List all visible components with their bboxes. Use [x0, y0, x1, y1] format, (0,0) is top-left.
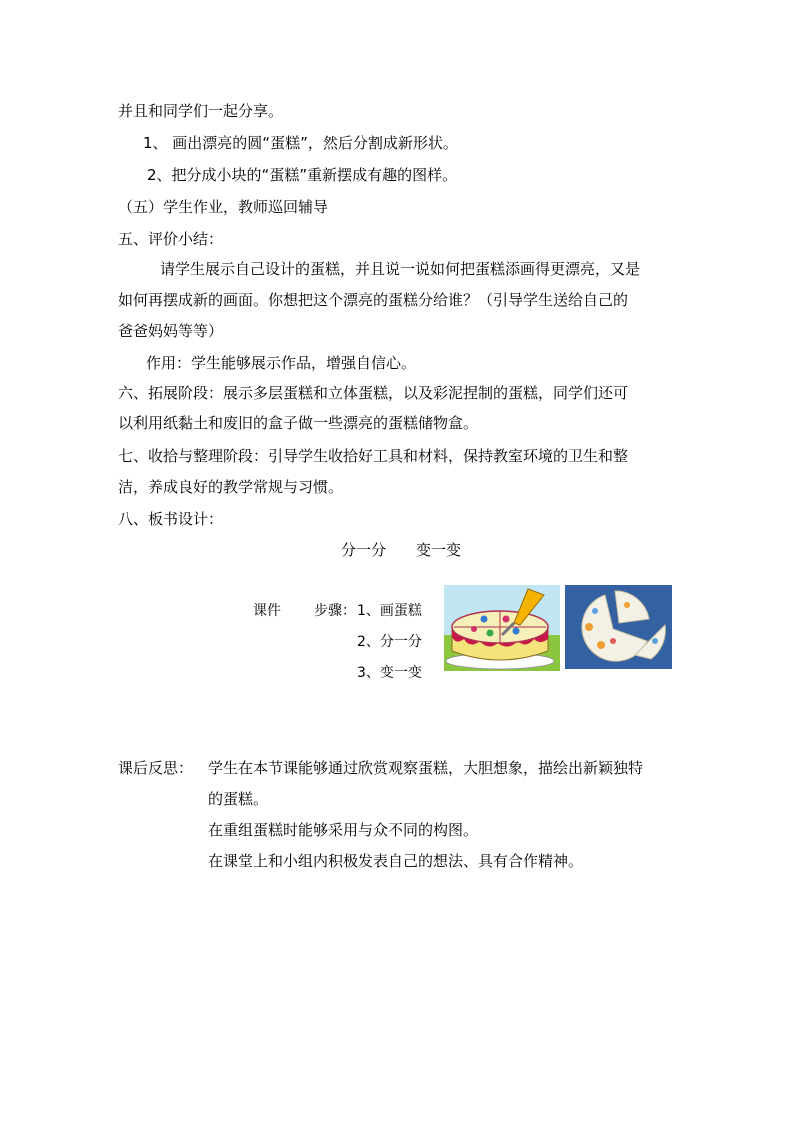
board-step: 2、分一分: [357, 634, 422, 650]
board-title: 分一分 变一变: [341, 541, 462, 559]
text-line: 作用：学生能够展示作品，增强自信心。: [146, 354, 417, 372]
text-line: 2、把分成小块的“蛋糕”重新摆成有趣的图样。: [147, 166, 458, 184]
section-heading: 七、收拾与整理阶段：引导学生收拾好工具和材料，保持教室环境的卫生和整: [118, 447, 629, 465]
reflection-line: 的蛋糕。: [208, 790, 269, 808]
board-step: 3、变一变: [357, 665, 422, 681]
text-line: 爸爸妈妈等等）: [118, 322, 224, 340]
plate-image: [565, 585, 672, 669]
text-line: 请学生展示自己设计的蛋糕，并且说一说如何把蛋糕添画得更漂亮，又是: [160, 260, 641, 278]
board-steps-label: 步骤：: [314, 603, 356, 619]
board-step: 1、画蛋糕: [357, 603, 422, 619]
text-line: 并且和同学们一起分享。: [118, 102, 284, 120]
text-line: 洁，养成良好的教学常规与习惯。: [118, 478, 344, 496]
section-heading: 六、拓展阶段：展示多层蛋糕和立体蛋糕，以及彩泥捏制的蛋糕，同学们还可: [118, 384, 629, 402]
reflection-line: 在课堂上和小组内积极发表自己的想法、具有合作精神。: [208, 852, 584, 870]
text-line: 以利用纸黏土和废旧的盒子做一些漂亮的蛋糕储物盒。: [118, 414, 479, 432]
reflection-line: 在重组蛋糕时能够采用与众不同的构图。: [208, 821, 479, 839]
section-heading: 五、评价小结：: [118, 230, 224, 248]
cake-image: [444, 585, 560, 671]
section-heading: 八、板书设计：: [118, 510, 224, 528]
reflection-label: 课后反思：: [118, 759, 194, 777]
section-heading: （五）学生作业，教师巡回辅导: [118, 198, 329, 216]
text-line: 如何再摆成新的画面。你想把这个漂亮的蛋糕分给谁？（引导学生送给自己的: [118, 291, 629, 309]
reflection-line: 学生在本节课能够通过欣赏观察蛋糕，大胆想象，描绘出新颖独特: [208, 759, 644, 777]
text-line: 1、 画出漂亮的圆“蛋糕”，然后分割成新形状。: [143, 134, 458, 152]
board-label: 课件: [253, 603, 281, 619]
